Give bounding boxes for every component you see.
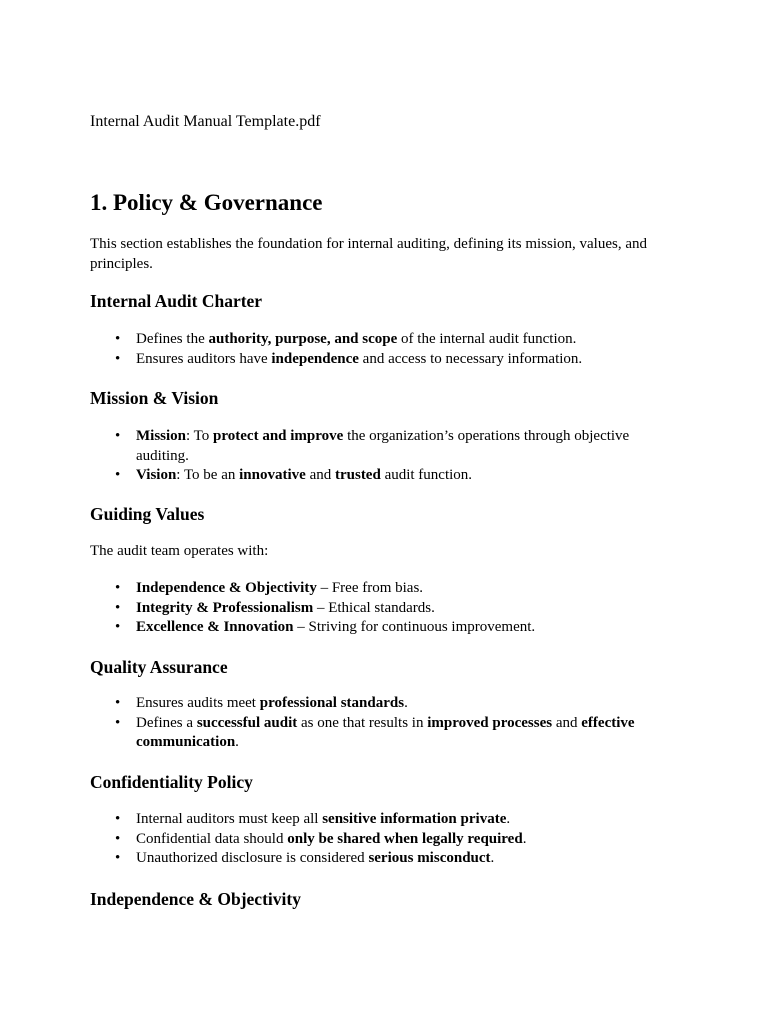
bullet-icon: • bbox=[115, 695, 121, 711]
bold-text: Independence & Objectivity bbox=[136, 580, 317, 596]
bold-text: Integrity & Professionalism bbox=[136, 599, 314, 616]
text-run: . bbox=[404, 695, 408, 711]
bold-text: Vision bbox=[136, 467, 177, 483]
text-run: . bbox=[522, 830, 527, 847]
bullet-icon: • bbox=[115, 350, 121, 367]
text-run: audit function. bbox=[380, 467, 473, 483]
bullet-icon: • bbox=[115, 331, 121, 347]
list-item bbox=[90, 427, 681, 466]
text-run: . bbox=[490, 850, 495, 866]
text-run: Unauthorized disclosure is considered bbox=[136, 850, 369, 866]
bold-text: innovative bbox=[239, 467, 306, 483]
bold-text: protect and improve bbox=[213, 428, 344, 444]
guiding-values-lead: The audit team operates with: bbox=[90, 543, 269, 559]
page-title: 1. Policy & Governance bbox=[90, 190, 323, 215]
text-run: : To be an bbox=[176, 467, 240, 483]
bold-text: independence bbox=[271, 350, 359, 367]
bullet-icon: • bbox=[115, 599, 121, 616]
text-run: : To bbox=[186, 428, 214, 444]
list-item bbox=[90, 694, 681, 714]
bullet-list-mission-vision bbox=[90, 427, 690, 486]
section-title-mission-vision: Mission & Vision bbox=[90, 388, 219, 408]
bold-text: successful audit bbox=[196, 714, 298, 731]
bullet-icon: • bbox=[115, 714, 121, 731]
text-run: the organization’s operations through objective auditing. bbox=[136, 428, 630, 464]
text-run: Defines a bbox=[136, 714, 197, 731]
bold-text: serious misconduct bbox=[368, 850, 491, 866]
bold-text: effective communication bbox=[136, 714, 635, 750]
text-run: Ensures auditors have bbox=[136, 350, 272, 367]
list-item bbox=[90, 810, 681, 830]
bold-text: sensitive information private bbox=[322, 811, 507, 827]
text-run: – Ethical standards. bbox=[313, 599, 435, 616]
bold-text: Excellence & Innovation bbox=[136, 619, 294, 635]
bullet-icon: • bbox=[115, 811, 121, 827]
bullet-icon: • bbox=[115, 467, 121, 483]
bold-text: professional standards bbox=[259, 695, 405, 711]
text-run: Defines the bbox=[136, 331, 209, 347]
text-run: and bbox=[552, 714, 582, 731]
bold-text: trusted bbox=[334, 467, 381, 483]
list-item bbox=[90, 849, 681, 869]
list-item bbox=[90, 714, 681, 753]
text-run: and bbox=[305, 467, 335, 483]
section-title-confidentiality-policy: Confidentiality Policy bbox=[90, 772, 253, 792]
text-run: . bbox=[235, 734, 239, 750]
bullet-icon: • bbox=[115, 580, 121, 596]
text-run: – Striving for continuous improvement. bbox=[293, 619, 536, 635]
bullet-list-confidentiality-policy bbox=[90, 810, 690, 869]
text-run: – Free from bias. bbox=[316, 580, 424, 596]
section-title-quality-assurance: Quality Assurance bbox=[90, 657, 228, 677]
text-run: Internal auditors must keep all bbox=[136, 811, 323, 827]
bold-text: improved processes bbox=[427, 714, 553, 731]
section-title-independence-objectivity: Independence & Objectivity bbox=[90, 889, 301, 909]
section-title-guiding-values: Guiding Values bbox=[90, 504, 205, 524]
bullet-list-guiding-values bbox=[90, 579, 690, 638]
list-item bbox=[90, 579, 681, 599]
text-run: Confidential data should bbox=[136, 830, 288, 847]
list-item bbox=[90, 618, 681, 638]
intro-paragraph: This section establishes the foundation for internal auditing, defining its mission, values, and principles. bbox=[90, 236, 647, 272]
bold-text: Mission bbox=[136, 428, 187, 444]
list-item bbox=[90, 830, 681, 850]
text-run: and access to necessary information. bbox=[358, 350, 583, 367]
text-run: . bbox=[506, 811, 511, 827]
bullet-icon: • bbox=[115, 619, 121, 635]
list-item bbox=[90, 350, 681, 370]
bullet-list-quality-assurance bbox=[90, 694, 690, 753]
list-item bbox=[90, 466, 681, 486]
section-title-internal-audit-charter: Internal Audit Charter bbox=[90, 291, 263, 311]
bullet-icon: • bbox=[115, 428, 121, 444]
bold-text: authority, purpose, and scope bbox=[208, 331, 398, 347]
bullet-icon: • bbox=[115, 850, 121, 866]
bullet-icon: • bbox=[115, 830, 121, 847]
list-item bbox=[90, 599, 681, 619]
text-run: of the internal audit function. bbox=[397, 331, 577, 347]
text-run: as one that results in bbox=[297, 714, 428, 731]
text-run: Ensures audits meet bbox=[136, 695, 260, 711]
bullet-list-internal-audit-charter bbox=[90, 330, 690, 369]
list-item bbox=[90, 330, 681, 350]
file-name: Internal Audit Manual Template.pdf bbox=[90, 113, 321, 130]
bold-text: only be shared when legally required bbox=[287, 830, 523, 847]
